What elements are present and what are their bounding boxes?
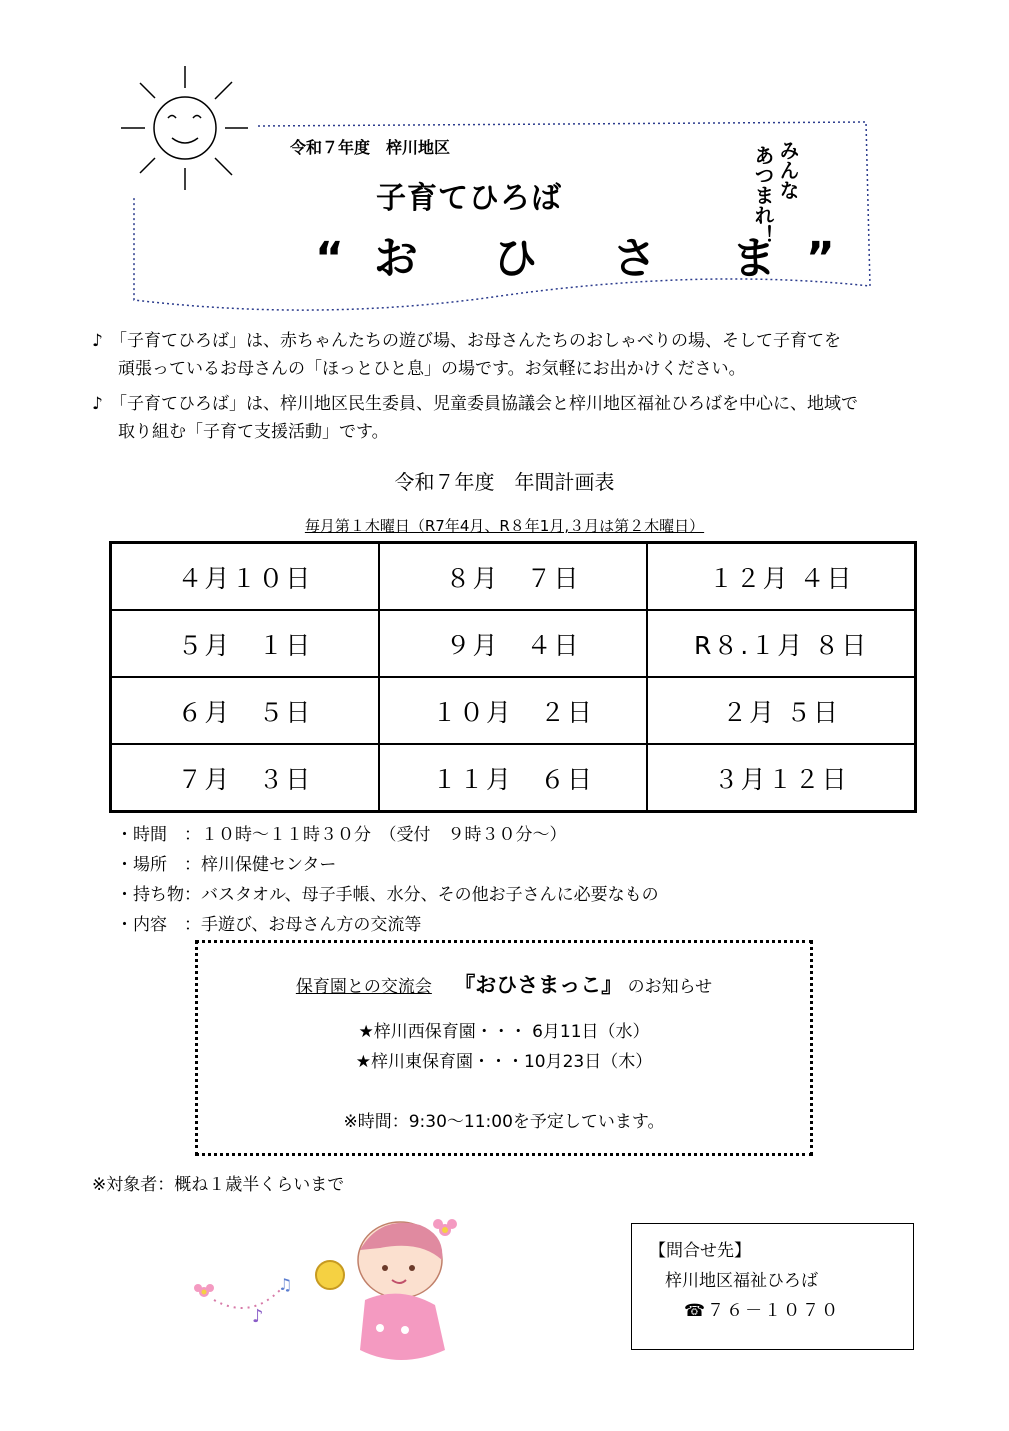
schedule-date: ９月 ４日: [379, 610, 647, 677]
schedule-date: ８月 ７日: [379, 543, 647, 611]
schedule-date: ６月 ５日: [111, 677, 379, 744]
contact-phone: ☎７６－１０７０: [684, 1301, 841, 1321]
music-note-icon: ♪: [252, 1306, 264, 1327]
target-note: ※対象者：概ね１歳半くらいまで: [92, 1175, 345, 1195]
sun-icon: [121, 66, 248, 190]
intro-paragraph-1: ♪ 「子育てひろば」は、赤ちゃんたちの遊び場、お母さんたちのおしゃべりの場、そして子育てを 頑張っているお母さんの「ほっとひと息」の場です。お気軽にお出かけください。: [92, 327, 841, 383]
exchange-title: 保育園との交流会 『おひさまっこ』 のお知らせ: [295, 973, 713, 997]
detail-content: ・内容 ：手遊び、お母さん方の交流等: [116, 915, 422, 935]
exchange-time-note: ※時間：9:30～11:00を予定しています。: [343, 1112, 665, 1132]
schedule-date: １１月 ６日: [379, 744, 647, 812]
schedule-date: ４月１０日: [111, 543, 379, 611]
flower-icon: [194, 1284, 214, 1297]
schedule-date: R８.１月 ８日: [647, 610, 915, 677]
detail-place: ・場所 ：梓川保健センター: [116, 855, 337, 875]
contact-heading: 【問合せ先】: [649, 1241, 751, 1261]
schedule-date: １０月 ２日: [379, 677, 647, 744]
table-row: [111, 677, 916, 744]
schedule-date: ２月 ５日: [647, 677, 915, 744]
music-note-icon: ♪: [92, 331, 103, 351]
exchange-east: ★梓川東保育園・・・10月23日（木）: [355, 1052, 653, 1072]
detail-time: ・時間 ：１０時～１１時３０分 （受付 ９時３０分～）: [116, 825, 567, 845]
intro-paragraph-2: ♪ 「子育てひろば」は、梓川地区民生委員、児童委員協議会と梓川地区福祉ひろばを中心に、地域で 取り組む「子育て支援活動」です。: [92, 390, 858, 446]
banner-subtitle: 令和７年度 梓川地区: [290, 138, 451, 157]
schedule-date: ５月 １日: [111, 610, 379, 677]
schedule-table: [109, 541, 917, 813]
music-note-icon: ♪: [92, 394, 103, 414]
schedule-date: ７月 ３日: [111, 744, 379, 812]
plan-subtitle: 毎月第１木曜日（R7年4月、R８年1月,３月は第２木曜日）: [304, 517, 705, 535]
plan-title: 令和７年度 年間計画表: [394, 470, 615, 494]
table-row: [111, 610, 916, 677]
table-row: [111, 543, 916, 611]
exchange-west: ★梓川西保育園・・・ 6月11日（水）: [358, 1022, 650, 1042]
table-row: [111, 744, 916, 812]
flower-icon: [433, 1219, 457, 1236]
schedule-date: １２月 ４日: [647, 543, 915, 611]
banner-title: 子育てひろば: [376, 181, 562, 216]
exchange-notice-box: [195, 940, 813, 1156]
banner-name: “お ひ さ ま”: [315, 233, 865, 284]
tambourine-icon: [316, 1261, 344, 1289]
detail-items: ・持ち物：バスタオル、母子手帳、水分、その他お子さんに必要なもの: [116, 885, 659, 905]
music-note-icon: ♫: [278, 1275, 293, 1294]
contact-box: [631, 1223, 914, 1350]
baby-illustration: [180, 1210, 480, 1380]
callout-line-1: みんな: [776, 140, 800, 200]
schedule-date: ３月１２日: [647, 744, 915, 812]
contact-org: 梓川地区福祉ひろば: [665, 1271, 818, 1291]
callout-line-2: あつまれ！: [751, 145, 775, 245]
